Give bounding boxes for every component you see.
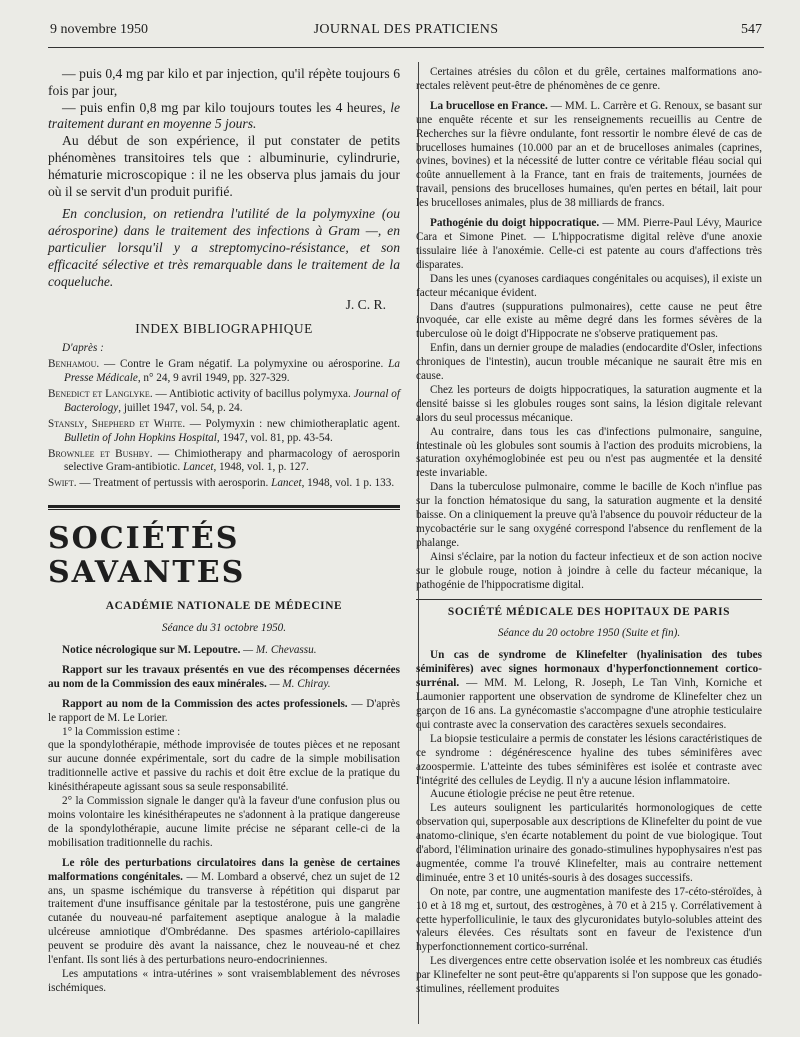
section-rule	[48, 505, 400, 508]
paragraph: Les auteurs soulignent les particularités hormonologiques de cette observation qui, superposable aux descriptions de Klinefelter du point de vue anatomo-clinique, s'en écarte notablement du point de vue biologique. Tout d'abord, l'élimination urinaire des gonado-stimulines hypophysaires n'est pas augmentée, comme l'a trouvé Klinefelter, mais au contraire nettement diminuée, entre 3 et 10 unités-souris à des dosages successifs.	[416, 802, 762, 884]
paragraph: Aucune étiologie précise ne peut être retenue.	[430, 788, 635, 801]
paragraph: Dans la tuberculose pulmonaire, comme le bacille de Koch n'influe pas sur la fonction hématosique du sang, la saturation augmente et la densité baisse. On a cliniquement la preuve qu'à l'absence du pouvoir réducteur de la mycobactérie sur le sang oxygéné correspond l'absence du renflement de la phalange.	[416, 481, 762, 549]
conclusion: En conclusion, on retiendra l'utilité de la polymyxine (ou aérosporine) dans le traitement des infections à Gram —, en particulier lorsqu'il y a streptomycino-résistance, et son efficacité sélective et très remarquable dans le traitement de la coqueluche.	[48, 206, 400, 289]
paragraph: Chez les porteurs de doigts hippocratiques, la saturation augmente et la densité baisse si les globules rouges sont sains, la lésion digitale relevant alors du seul processus mécanique.	[416, 383, 762, 424]
right-column	[416, 66, 762, 997]
paragraph: que la spondylothérapie, méthode improvisée de toutes pièces et ne reposant sur aucune donnée expérimentale, sort du cadre de la simple mobilisation traditionnelle active et passive du rachis et doit être exclue de la pratique du kinésithérapeute agissant sous sa seule responsabilité.	[48, 739, 400, 794]
session-date: Séance du 31 octobre 1950.	[161, 622, 287, 635]
bibliography-entry: Benhamou. — Contre le Gram négatif. La polymyxine ou aérosporine. La Presse Médicale, n° 24, 9 avril 1949, pp. 327-329.	[48, 358, 400, 384]
page-number: 547	[741, 22, 762, 37]
bibliography-entry: Benedict et Langlyke. — Antibiotic activity of bacillus polymyxa. Journal of Bacterology, juillet 1947, vol. 54, p. 24.	[48, 387, 400, 414]
paragraph: Ainsi s'éclaire, par la notion du facteur infectieux et de son action nocive sur le globule rouge, notion à joindre à celle du facteur mécanique, la pathogénie de l'hippocratisme digital.	[416, 550, 762, 591]
paragraph: — puis enfin 0,8 mg par kilo toujours toutes les 4 heures, le traitement durant en moyenne 5 jours.	[48, 99, 400, 132]
communication-item: Pathogénie du doigt hippocratique. — MM. Pierre-Paul Lévy, Maurice Cara et Simone Pinet. — L'hippocratisme digital relève d'une anoxie tissulaire liée à l'anoxémie. Celle-ci est patente au cours d'affections très disparates.	[416, 217, 762, 271]
society-name: ACADÉMIE NATIONALE DE MÉDECINE	[105, 600, 343, 613]
paragraph: La biopsie testiculaire a permis de constater les lésions caractéristiques de ce syndrome : dégénérescence hyaline des tubes séminifères avec azoospermie. L'atteinte des tubes séminifères est isolée et contraste avec l'intégrité des cellules de Leydig. Il n'y a aucune lésion inflammatoire.	[416, 732, 762, 787]
paragraph: 2° la Commission signale le danger qu'à la faveur d'une confusion plus ou moins volontaire les kinésithérapeutes ne s'adonnent à la pratique dangereuse de la spondylothérapie, aucune limite précise ne séparant celle-ci de la mobilisation traditionnelle du rachis.	[48, 795, 400, 849]
communication-item: La brucellose en France. — MM. L. Carrère et G. Renoux, se basant sur une enquête récente et sur les renseignements recueillis au Centre de Recherches sur la fièvre ondulante, font ressortir le nombre élevé de cas de brucelloses humaines (10.000 par an et de brucelloses animales (caprines, ovines, bovines) et la nécessité de lutter contre ce véritable fléau social qui coûte annuellement à la France, tant en frais de traitements, journées de travail, pensions des brucelloses humaines, qu'en pertes en bétail, lait pour les brucelloses animales, plus de 38 milliards de francs.	[416, 99, 762, 210]
paragraph: Les divergences entre cette observation isolée et les nombreux cas étudiés par Klinefelter ne sont peut-être qu'apparents si l'on suppose que les gonado-stimulines, réellement produites	[416, 955, 762, 996]
section-title: SOCIÉTÉS SAVANTES	[48, 521, 246, 591]
journal-title: JOURNAL DES PRATICIENS	[313, 22, 499, 37]
left-column	[48, 66, 400, 996]
bibliography-title: INDEX BIBLIOGRAPHIQUE	[135, 321, 313, 337]
notice-item: Notice nécrologique sur M. Lepoutre. — M. Chevassu.	[62, 644, 317, 657]
paragraph: Au début de son expérience, il put constater de petits phénomènes transitoires tels que : albuminurie, cylindrurie, hématurie microscopique : il ne les observa plus jamais du jour où il se servit d'un produit purifié.	[48, 133, 400, 199]
bibliography-list	[48, 358, 400, 491]
paragraph: Enfin, dans un dernier groupe de maladies (endocardite d'Osler, infections chroniques de l'intestin), aucun trouble mécanique ne saurait être mis en cause.	[416, 342, 762, 383]
report-item: Rapport au nom de la Commission des actes professionels. — D'après le rapport de M. Le Lorier.	[48, 697, 400, 724]
paragraph: Certaines atrésies du côlon et du grêle, certaines malformations ano-rectales relèvent peut-être de phénomènes de ce genre.	[416, 66, 762, 92]
paragraph: Dans les unes (cyanoses cardiaques congénitales ou acquises), il existe un facteur mécanique évident.	[416, 272, 762, 299]
bibliography-entry: Swift. — Treatment of pertussis with aerosporin. Lancet, 1948, vol. 1 p. 133.	[48, 477, 395, 490]
paragraph: Les amputations « intra-utérines » sont vraisemblablement des névroses ischémiques.	[48, 967, 400, 994]
communication-item: Le rôle des perturbations circulatoires dans la genèse de certaines malformations congénitales. — M. Lombard a observé, chez un sujet de 12 ans, un spasme ischémique du transverse à répétition qui disparut par traitement d'une insuffisance génitale par la testostérone, puis une gangrène cutanée du nouveau-né parfaitement aseptique analogue à la maladie ulcéreuse amniotique d'Ombrédanne. Des spasmes artériolo-capillaires peuvent se produire dès avant la naissance, chez le nouveau-né et chez l'enfant. Ils sont liés à des perturbations neuro-endocriniennes.	[48, 856, 400, 967]
paragraph: 1° la Commission estime :	[62, 725, 181, 738]
paragraph: — puis 0,4 mg par kilo et par injection, qu'il répète toujours 6 fois par jour,	[48, 66, 400, 98]
society-name: SOCIÉTÉ MÉDICALE DES HOPITAUX DE PARIS	[447, 605, 731, 618]
bibliography-intro: D'après :	[62, 342, 104, 355]
bibliography-entry: Stansly, Shepherd et White. — Polymyxin : new chimiotheraplatic agent. Bulletin of John Hopkins Hospital, 1947, vol. 81, pp. 43-54.	[48, 417, 400, 444]
issue-date: 9 novembre 1950	[50, 22, 148, 37]
paragraph: On note, par contre, une augmentation manifeste des 17-céto-stéroïdes, à 10 et à 18 mg et, surtout, des œstrogènes, à 70 et à 215 γ. Corrélativement à cette hyperfolliculinie, le taux des glycuronidates butylo-solubles atteint des valeurs élevées. Ces résultats sont en faveur de l'existence d'un hyperfonctionnement cortico-surrénal.	[416, 885, 762, 954]
header-rule	[48, 47, 764, 48]
author-initials: J. C. R.	[345, 297, 386, 313]
session-date: Séance du 20 octobre 1950 (Suite et fin).	[497, 627, 681, 640]
report-item: Rapport sur les travaux présentés en vue des récompenses décernées au nom de la Commission des eaux minérales. — M. Chiray.	[48, 663, 400, 690]
paragraph: Au contraire, dans tous les cas d'infections pulmonaire, sanguine, intestinale où les globules sont soumis à l'action des produits microbiens, la saturation oxyhémoglobinée est peu ou n'est pas augmentée et la densité reste invariable.	[416, 425, 762, 480]
communication-item: Un cas de syndrome de Klinefelter (hyalinisation des tubes séminifères) avec signes hormonaux d'hyperfonctionnement cortico-surrénal. — MM. M. Lelong, R. Joseph, Le Tan Vinh, Korniche et Laumonier rapportent une observation de syndrome de Klinefelter chez un garçon de 16 ans. La gynécomastie s'accompagne d'une atrophie testiculaire qui contraste avec la conservation des caractères sexuels secondaires.	[416, 649, 762, 731]
bibliography-entry: Brownlee et Bushby. — Chimiotherapy and pharmacology of aerosporin selective Gram-antibiotic. Lancet, 1948, vol. 1, p. 127.	[48, 447, 400, 474]
section-rule	[416, 599, 762, 600]
section-rule	[48, 509, 400, 510]
running-header	[50, 22, 762, 46]
paragraph: Dans d'autres (suppurations pulmonaires), cette cause ne peut être invoquée, car elle existe au même degré dans les formes sévères de la tuberculose où le doigt d'Hippocrate ne s'observe pratiquement pas.	[416, 300, 762, 341]
